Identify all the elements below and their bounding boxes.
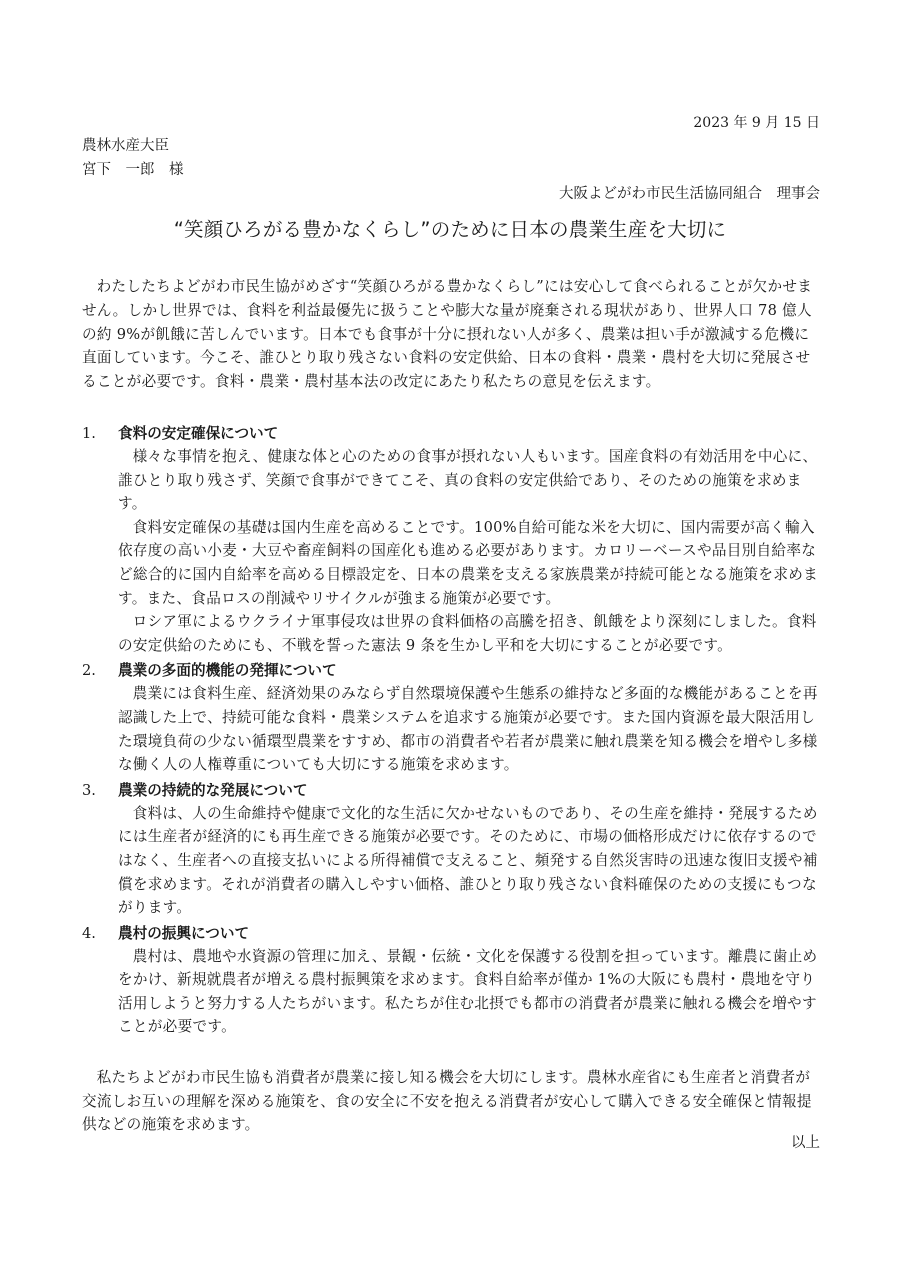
- section-heading: [82, 660, 822, 682]
- section-food-security: [82, 423, 822, 657]
- section-paragraph: 農村は、農地や水資源の管理に加え、景観・伝統・文化を保護する役割を担っています。離農に歯止めをかけ、新規就農者が増える農村振興策を求めます。食料自給率が僅か 1%の大阪にも農村・農地を守り活用しようと努力する人たちがいます。私たちが住む北摂でも都市の消費者が農業に触れる機会を増やすことが必要です。: [118, 947, 818, 1036]
- section-paragraph: 様々な事情を抱え、健康な体と心のための食事が摂れない人もいます。国産食料の有効活用を中心に、誰ひとり取り残さず、笑顔で食事ができてこそ、真の食料の安定供給であり、そのための施策を求めます。: [118, 448, 818, 513]
- section-title: 農村の振興について: [118, 924, 250, 942]
- closing-paragraph: 私たちよどがわ市民生協も消費者が農業に接し知る機会を大切にします。農林水産省にも生産者と消費者が交流しお互いの理解を深める施策を、食の安全に不安を抱える消費者が安心して購入できる安全確保と情報提供などの施策を求めます。: [82, 1069, 812, 1134]
- addressee-name: 宮下 一郎 様: [82, 162, 184, 178]
- section-number: 3.: [82, 781, 96, 799]
- section-heading: [82, 780, 822, 802]
- sections-list: [82, 423, 822, 1042]
- section-paragraph: 農業には食料生産、経済効果のみならず自然環境保護や生態系の維持など多面的な機能があることを再認識した上で、持続可能な食料・農業システムを追求する施策が必要です。また国内資源を最大限活用した環境負荷の少ない循環型農業をすすめ、都市の消費者や若者が農業に触れ農業を知る機会を増やし多様な働く人の人権尊重についても大切にする施策を求めます。: [118, 685, 818, 774]
- section-rural-promotion: [82, 923, 822, 1039]
- section-number: 1.: [82, 425, 96, 442]
- section-heading: [82, 923, 822, 945]
- section-title: 食料の安定確保について: [118, 425, 279, 442]
- document-title: “笑顔ひろがる豊かなくらし”のために日本の農業生産を大切に: [173, 218, 727, 241]
- section-title: 農業の持続的な発展について: [118, 781, 308, 799]
- addressee-title: 農林水産大臣: [82, 138, 169, 154]
- section-paragraph: 食料は、人の生命維持や健康で文化的な生活に欠かせないものであり、その生産を維持・発展するためには生産者が経済的にも再生産できる施策が必要です。そのために、市場の価格形成だけに依存するのではなく、生産者への直接支払いによる所得補償で支えること、頻発する自然災害時の迅速な復旧支援や補償を求めます。それが消費者の購入しやすい価格、誰ひとり取り残さない食料確保のための支援にもつながります。: [118, 804, 818, 917]
- sender-organization: 大阪よどがわ市民生活協同組合 理事会: [559, 186, 820, 202]
- section-heading: [82, 423, 822, 445]
- section-number: 2.: [82, 662, 96, 680]
- section-multifunctionality: [82, 660, 822, 776]
- section-number: 4.: [82, 924, 96, 942]
- section-title: 農業の多面的機能の発揮について: [118, 662, 337, 680]
- document-date: 2023 年 9 月 15 日: [693, 115, 820, 131]
- addressee-block: [82, 134, 184, 182]
- section-paragraph: 食料安定確保の基礎は国内生産を高めることです。100%自給可能な米を大切に、国内需要が高く輸入依存度の高い小麦・大豆や畜産飼料の国産化も進める必要があります。カロリーベースや品目別自給率など総合的に国内自給率を高める目標設定を、日本の農業を支える家族農業が持続可能となる施策を求めます。また、食品ロスの削減やリサイクルが強まる施策が必要です。: [118, 518, 819, 607]
- section-sustainable-development: [82, 780, 822, 920]
- end-mark: 以上: [791, 1135, 820, 1151]
- section-paragraph: ロシア軍によるウクライナ軍事侵攻は世界の食料価格の高騰を招き、飢餓をより深刻にしました。食料の安定供給のためにも、不戦を誓った憲法 9 条を生かし平和を大切にすることが必要です。: [118, 613, 817, 654]
- intro-paragraph: わたしたちよどがわ市民生協がめざす“笑顔ひろがる豊かなくらし”には安心して食べられることが欠かせません。しかし世界では、食料を利益最優先に扱うことや膨大な量が廃棄される現状があり、世界人口 78 億人の約 9%が飢餓に苦しんでいます。日本でも食事が十分に摂れない人が多く、農業は担い手が激減する危機に直面しています。今こそ、誰ひとり取り残さない食料の安定供給、日本の食料・農業・農村を大切に発展させることが必要です。食料・農業・農村基本法の改定にあたり私たちの意見を伝えます。: [82, 278, 813, 391]
